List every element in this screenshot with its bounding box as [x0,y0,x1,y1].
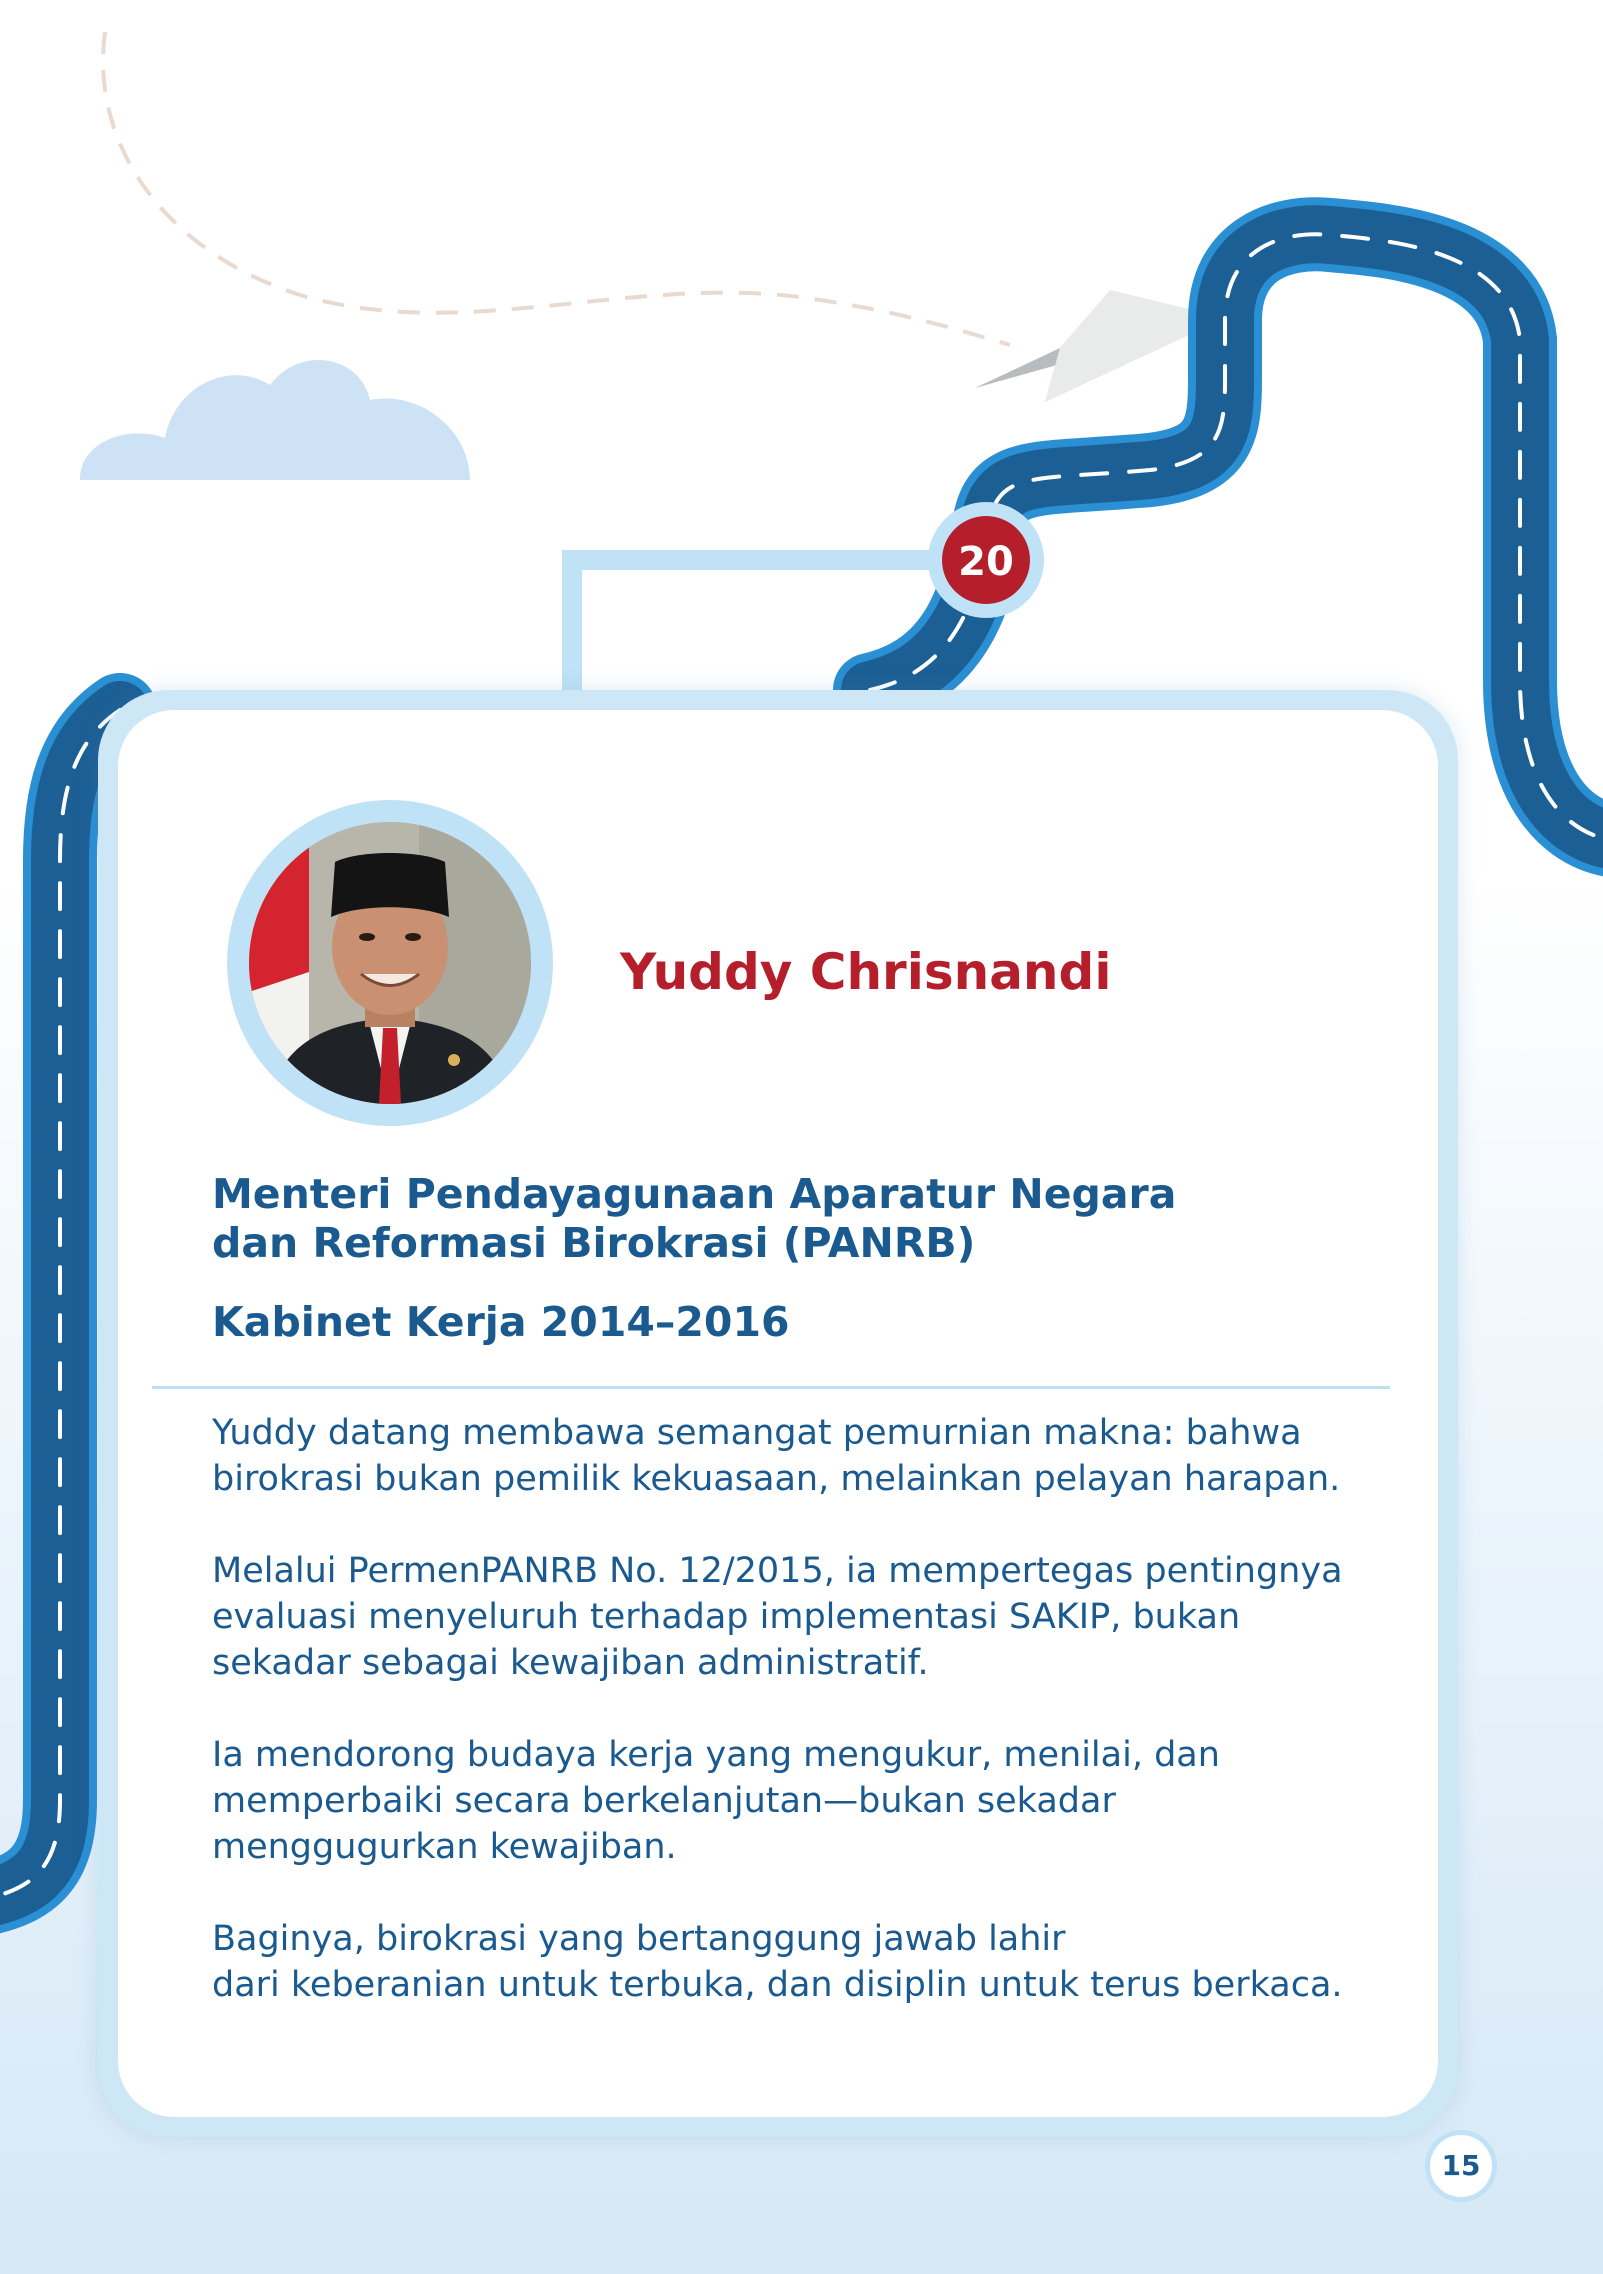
text-line: Baginya, birokrasi yang bertanggung jawab lahir [212,1919,1066,1959]
cabinet-period: Kabinet Kerja 2014–2016 [212,1298,790,1346]
text-line: memperbaiki secara berkelanjutan—bukan sekadar [212,1781,1116,1821]
page-number: 15 [1441,2149,1481,2182]
text-line: Melalui PermenPANRB No. 12/2015, ia mempertegas pentingnya [212,1551,1343,1591]
cloud-icon [80,360,470,480]
text-line: sekadar sebagai kewajiban administratif. [212,1643,929,1683]
description-paragraph [212,1410,1392,1502]
flight-trail [103,32,1010,345]
avatar [249,822,531,1104]
text-line: Yuddy datang membawa semangat pemurnian makna: bahwa [212,1413,1302,1453]
role-line: Menteri Pendayagunaan Aparatur Negara [212,1170,1177,1218]
text-line: birokrasi bukan pemilik kekuasaan, melainkan pelayan harapan. [212,1459,1341,1499]
description-paragraph [212,1732,1392,1870]
text-line: evaluasi menyeluruh terhadap implementasi SAKIP, bukan [212,1597,1241,1637]
milestone-marker [928,502,1044,618]
role-line: dan Reformasi Birokrasi (PANRB) [212,1219,976,1267]
profile-role [212,1170,1176,1268]
text-line: menggugurkan kewajiban. [212,1827,677,1867]
milestone-number: 20 [958,539,1014,585]
section-divider [152,1386,1390,1389]
description-paragraph [212,1916,1392,2008]
page-number-badge [1425,2130,1497,2202]
text-line: dari keberanian untuk terbuka, dan disiplin untuk terus berkaca. [212,1965,1343,2005]
text-line: Ia mendorong budaya kerja yang mengukur, menilai, dan [212,1735,1220,1775]
profile-name: Yuddy Chrisnandi [620,943,1112,1001]
description-paragraph [212,1548,1392,1686]
profile-description [212,1410,1392,2008]
paper-plane-icon [975,290,1225,402]
